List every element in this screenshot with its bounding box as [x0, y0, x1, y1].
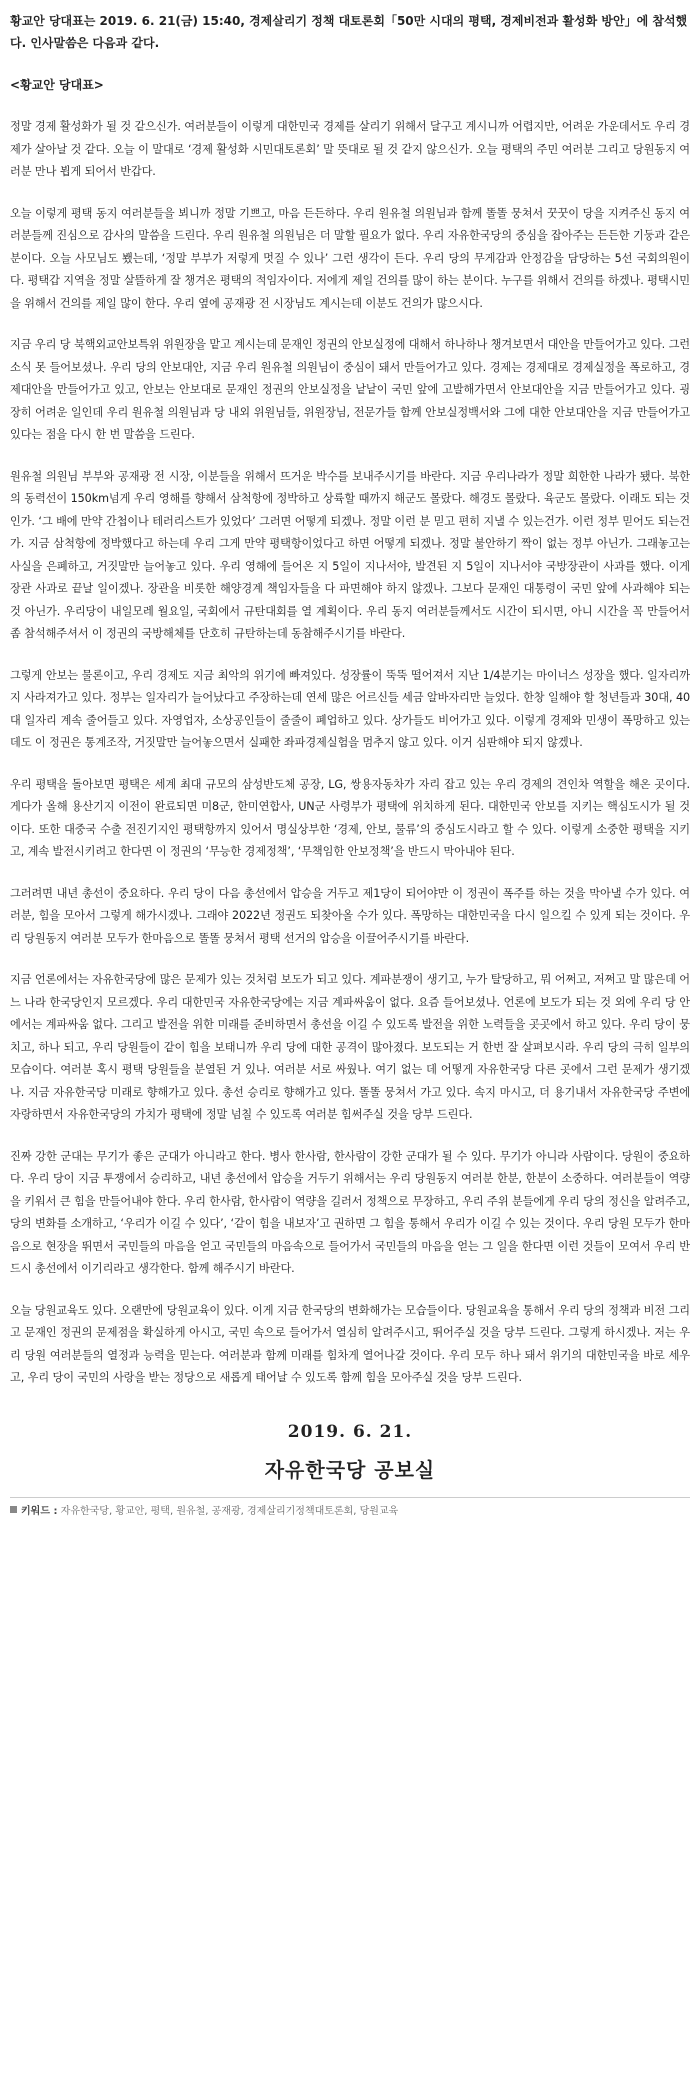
paragraph-3: 지금 우리 당 북핵외교안보특위 위원장을 맡고 계시는데 문재인 정권의 안보실정에 대해서 하나하나 챙겨보면서 대안을 만들어가고 있다. 그런 소식 못 들어보셨나. 우리 당의 안보대안, 지금 우리 원유철 의원님이 중심이 돼서 만들어가고 있다. 경제는 경제대로 경제실정을 폭로하고, 경제대안을 만들어가고 있고, 안보는 안보대로 문재인 정권의 안보실정을 낱낱이 국민 앞에 고발해가면서 안보대안을 지금 만들어가고 있다. 굉장히 어려운 일인데 우리 원유철 의원님과 당 내외 위원님들, 위원장님, 전문가들 함께 안보실정백서와 그에 대한 안보대안을 지금 만들어가고 있다는 점을 다시 한 번 말씀을 드린다.: [10, 338, 690, 441]
paragraph-6: 우리 평택을 돌아보면 평택은 세계 최대 규모의 삼성반도체 공장, LG, 쌍용자동차가 자리 잡고 있는 우리 경제의 견인차 역할을 해온 곳이다. 게다가 올해 용산기지 이전이 완료되면 미8군, 한미연합사, UN군 사령부가 평택에 위치하게 된다. 대한민국 안보를 지키는 핵심도시가 될 것이다. 또한 대중국 수출 전진기지인 평택항까지 있어서 명실상부한 ‘경제, 안보, 물류’의 중심도시라고 할 수 있다. 이렇게 소중한 평택을 지키고, 계속 발전시키려고 한다면 이 정권의 ‘무능한 경제정책’, ‘무책임한 안보정책’을 반드시 막아내야 된다.: [10, 777, 690, 858]
organization-name: 자유한국당 공보실: [264, 1457, 436, 1482]
paragraph-4: 원유철 의원님 부부와 공재광 전 시장, 이분들을 위해서 뜨거운 박수를 보내주시기를 바란다. 지금 우리나라가 정말 희한한 나라가 됐다. 북한의 동력선이 150km넘게 우리 영해를 향해서 삼척항에 정박하고 상륙할 때까지 해군도 몰랐다. 해경도 몰랐다. 육군도 몰랐다. 이래도 되는 것인가. ‘그 배에 만약 간첩이나 테러리스트가 있었다’ 그러면 어떻게 되겠나. 정말 이런 분 믿고 편히 지낼 수 있는건가. 이런 정부 믿어도 되는건가. 지금 삼척항에 정박했다고 하는데 우리 그게 만약 평택항이었다고 하면 어떻게 되겠나. 정말 불안하기 짝이 없는 정부 아닌가. 그래놓고는 사실을 은폐하고, 거짓말만 늘어놓고 있다. 우리 영해에 들어온 지 5일이 지나서야, 발견된 지 5일이 지나서야 국방장관이 사과를 했다. 이게 장관 사과로 끝날 일이겠나. 장관을 비롯한 해양경계 책임자들을 다 파면해야 하지 않겠나. 그보다 문재인 대통령이 국민 앞에 사과해야 되는 것 아닌가. 우리당이 내일모레 월요일, 국회에서 규탄대회를 열 계획이다. 우리 동지 여러분들께서도 시간이 되시면, 아니 시간을 꼭 만들어서 좀 참석해주셔서 이 정권의 국방해체를 단호히 규탄하는데 동참해주시기를 바란다.: [10, 469, 690, 640]
paragraph-8: 지금 언론에서는 자유한국당에 많은 문제가 있는 것처럼 보도가 되고 있다. 계파분쟁이 생기고, 누가 탈당하고, 뭐 어쩌고, 저쩌고 말 많은데 어느 나라 한국당인지 모르겠다. 우리 대한민국 자유한국당에는 지금 계파싸움이 없다. 요즘 들어보셨나. 언론에 보도가 되는 것 외에 우리 당 안에서는 계파싸움 없다. 그리고 발전을 위한 미래를 준비하면서 총선을 이길 수 있도록 발전을 위한 노력들을 곳곳에서 하고 있다. 우리 당이 뭉치고, 하나 되고, 우리 당원들이 같이 힘을 보태니까 우리 당에 대한 공격이 많아졌다. 보도되는 거 한번 잘 살펴보시라. 우리 당의 극히 일부의 모습이다. 여러분 혹시 평택 당원들을 분열된 거 있나. 여러분 서로 싸웠나. 여기 없는 데 어떻게 자유한국당 다른 곳에서 그런 문제가 생기겠나. 지금 자유한국당 미래로 향해가고 있다. 총선 승리로 향해가고 있다. 똘똘 뭉쳐서 가고 있다. 속지 마시고, 더 용기내서 자유한국당 주변에 자랑하면서 자유한국당의 가치가 평택에 정말 넘칠 수 있도록 여러분 힘써주실 것을 당부 드린다.: [10, 973, 691, 1121]
keywords-list: 자유한국당, 황교안, 평택, 원유철, 공재광, 경제살리기정책대토론회, 당원교육: [60, 1505, 399, 1517]
press-release: [10, 10, 690, 1520]
paragraph-5: 그렇게 안보는 물론이고, 우리 경제도 지금 최악의 위기에 빠져있다. 성장률이 뚝뚝 떨어져서 지난 1/4분기는 마이너스 성장을 했다. 일자리까지 사라져가고 있다. 정부는 일자리가 늘어났다고 주장하는데 연세 많은 어르신들 세금 알바자리만 늘었다. 한창 일해야 할 청년들과 30대, 40대 일자리 계속 줄어들고 있다. 자영업자, 소상공인들이 줄줄이 폐업하고 있다. 상가들도 비어가고 있다. 이렇게 경제와 민생이 폭망하고 있는데도 이 정권은 통계조작, 거짓말만 늘어놓으면서 실패한 좌파경제실험을 멈추지 않고 있다. 이거 심판해야 되지 않겠나.: [10, 668, 690, 749]
keywords-bar: [10, 1497, 690, 1520]
intro-text: 황교안 당대표는 2019. 6. 21(금) 15:40, 경제살리기 정책 대토론회「50만 시대의 평택, 경제비전과 활성화 방안」에 참석했다. 인사말씀은 다음과 같다.: [10, 14, 688, 50]
paragraph-9: 진짜 강한 군대는 무기가 좋은 군대가 아니라고 한다. 병사 한사람, 한사람이 강한 군대가 될 수 있다. 무기가 아니라 사람이다. 당원이 중요하다. 우리 당이 지금 투쟁에서 승리하고, 내년 총선에서 압승을 거두기 위해서는 우리 당원동지 여러분 한분, 한분이 소중하다. 여러분들이 역량을 키워서 큰 힘을 만들어내야 한다. 우리 한사람, 한사람이 역량을 길러서 정책으로 무장하고, 우리 주위 분들에게 우리 당의 정신을 알려주고, 당의 변화를 소개하고, ‘우리가 이길 수 있다’, ‘같이 힘을 내보자’고 권하면 그 힘을 통해서 우리가 이길 수 있는 것이다. 우리 당원 모두가 한마음으로 현장을 뛰면서 국민들의 마음을 얻고 국민들의 마음속으로 들어가서 국민들의 마음을 얻는 그 일을 한다면 이런 것들이 모여서 우리 반드시 총선에서 이기리라고 생각한다. 함께 해주시기 바란다.: [10, 1149, 691, 1275]
paragraph-10: 오늘 당원교육도 있다. 오랜만에 당원교육이 있다. 이게 지금 한국당의 변화해가는 모습들이다. 당원교육을 통해서 우리 당의 정책과 비전 그리고 문재인 정권의 문제점을 확실하게 아시고, 국민 속으로 들어가서 열심히 알려주시고, 뛰어주실 것을 당부 드린다. 그렇게 하시겠나. 저는 우리 당원 여러분들의 열정과 능력을 믿는다. 여러분과 함께 미래를 힘차게 열어나갈 것이다. 우리 모두 하나 돼서 위기의 대한민국을 바로 세우고, 우리 당이 국민의 사랑을 받는 정당으로 새롭게 태어날 수 있도록 함께 힘을 모아주실 것을 당부 드린다.: [10, 1303, 690, 1384]
keywords-label: 키워드 :: [21, 1505, 58, 1517]
release-date: 2019. 6. 21.: [287, 1421, 413, 1442]
speaker-heading: <황교안 당대표>: [10, 78, 104, 92]
paragraph-7: 그러려면 내년 총선이 중요하다. 우리 당이 다음 총선에서 압승을 거두고 제1당이 되어야만 이 정권이 폭주를 하는 것을 막아낼 수가 있다. 여러분, 힘을 모아서 그렇게 해가시겠나. 그래야 2022년 정권도 되찾아올 수가 있다. 폭망하는 대한민국을 다시 일으킬 수 있게 되는 것이다. 우리 당원동지 여러분 모두가 한마음으로 똘똘 뭉쳐서 평택 선거의 압승을 이끌어주시기를 바란다.: [10, 886, 690, 945]
paragraph-1: 정말 경제 활성화가 될 것 같으신가. 여러분들이 이렇게 대한민국 경제를 살리기 위해서 달구고 계시니까 어렵지만, 어려운 가운데서도 우리 경제가 살아날 것 같다. 오늘 이 말대로 ‘경제 활성화 시민대토론회’ 말 뜻대로 될 것 같지 않으신가. 오늘 평택의 주민 여러분 그리고 당원동지 여러분 만나 뵙게 되어서 반갑다.: [10, 120, 690, 178]
square-bullet-icon: [10, 1506, 17, 1513]
paragraph-2: 오늘 이렇게 평택 동지 여러분들을 뵈니까 정말 기쁘고, 마음 든든하다. 우리 원유철 의원님과 함께 똘똘 뭉쳐서 꿋꿋이 당을 지켜주신 동지 여러분들께 진심으로 감사의 말씀을 드린다. 우리 원유철 의원님은 더 말할 필요가 없다. 우리 자유한국당의 중심을 잡아주는 든든한 기둥과 같은 분이다. 오늘 사모님도 뵀는데, ‘정말 부부가 저렇게 멋질 수 있나’ 그런 생각이 든다. 우리 당의 무게감과 안정감을 담당하는 5선 국회의원이다. 평택갑 지역을 정말 살뜰하게 잘 챙겨온 평택의 적임자이다. 저에게 제일 건의를 많이 하는 분이다. 누구를 위해서 건의를 하겠나. 평택시민을 위해서 건의를 제일 많이 한다. 우리 옆에 공재광 전 시장님도 계시는데 이분도 건의가 많으시다.: [10, 206, 690, 310]
